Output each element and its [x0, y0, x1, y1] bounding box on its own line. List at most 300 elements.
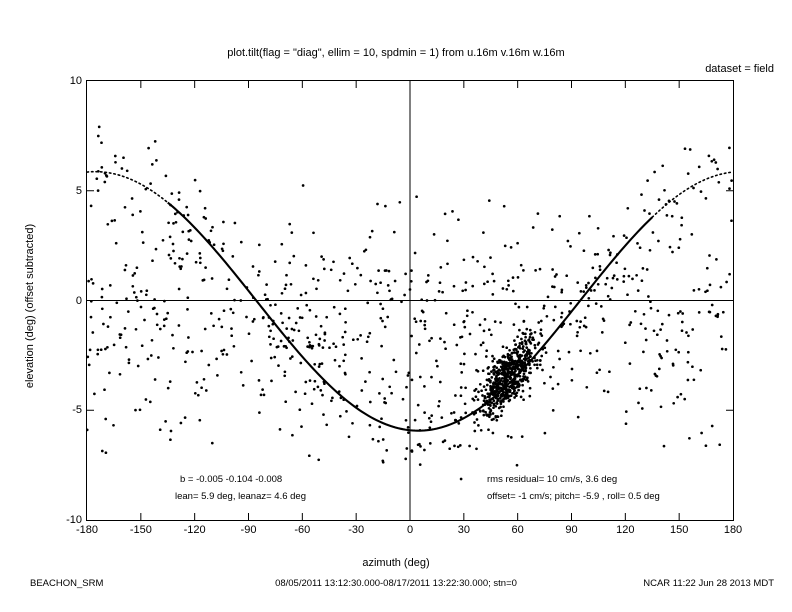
data-point: [504, 356, 507, 359]
data-point: [720, 335, 723, 338]
y-axis-tick-labels: [30, 75, 82, 526]
data-point: [308, 346, 311, 349]
data-point: [314, 380, 317, 383]
data-point: [120, 333, 123, 336]
data-point: [496, 402, 499, 405]
data-point: [157, 356, 160, 359]
data-point: [196, 381, 199, 384]
data-point: [126, 169, 129, 172]
data-point: [716, 168, 719, 171]
data-point: [194, 392, 197, 395]
data-point: [178, 265, 181, 268]
data-point: [654, 373, 657, 376]
data-point: [493, 365, 496, 368]
data-point: [381, 378, 384, 381]
data-point: [186, 296, 189, 299]
data-point: [578, 232, 581, 235]
data-point: [293, 329, 296, 332]
data-point: [230, 334, 233, 337]
data-point: [266, 298, 269, 301]
data-point: [114, 161, 117, 164]
data-point: [430, 420, 433, 423]
data-point: [439, 337, 442, 340]
data-point: [113, 344, 116, 347]
data-point: [115, 301, 118, 304]
data-point: [383, 401, 386, 404]
data-point: [87, 429, 89, 432]
data-point: [698, 288, 701, 291]
data-point: [100, 141, 103, 144]
data-point: [507, 394, 510, 397]
data-point: [666, 214, 669, 217]
data-point: [320, 325, 323, 328]
data-point: [661, 164, 664, 167]
data-point: [152, 307, 155, 310]
x-tick-label: -90: [240, 524, 257, 536]
data-point: [344, 331, 347, 334]
data-point: [554, 306, 557, 309]
data-point: [360, 389, 363, 392]
data-point: [344, 321, 347, 324]
fit-curve-dotted-left: [87, 172, 168, 203]
data-point: [684, 147, 687, 150]
data-point: [484, 318, 487, 321]
data-point: [430, 337, 433, 340]
data-point: [674, 348, 677, 351]
data-point: [604, 283, 607, 286]
data-point: [212, 324, 215, 327]
data-point: [90, 205, 93, 208]
data-point: [511, 386, 514, 389]
data-point: [390, 298, 393, 301]
data-point: [216, 374, 219, 377]
data-point: [543, 382, 546, 385]
data-point: [87, 356, 89, 359]
data-point: [488, 199, 491, 202]
data-point: [529, 387, 532, 390]
data-point: [525, 343, 528, 346]
data-point: [507, 362, 510, 365]
data-point: [565, 274, 568, 277]
data-point: [128, 362, 131, 365]
data-point: [178, 198, 181, 201]
data-point: [419, 320, 422, 323]
data-point: [194, 179, 197, 182]
data-point: [625, 422, 628, 425]
data-point: [666, 339, 669, 342]
data-point: [407, 426, 410, 429]
data-point: [673, 200, 676, 203]
data-point: [276, 346, 279, 349]
data-point: [460, 394, 463, 397]
data-point: [613, 274, 616, 277]
data-point: [477, 391, 480, 394]
data-point: [313, 388, 316, 391]
data-point: [407, 374, 410, 377]
data-point: [502, 373, 505, 376]
data-point: [591, 267, 594, 270]
data-point: [294, 391, 297, 394]
data-point: [505, 376, 508, 379]
data-point: [688, 437, 691, 440]
data-point: [483, 385, 486, 388]
data-point: [277, 364, 280, 367]
data-point: [288, 223, 291, 226]
data-point: [288, 262, 291, 265]
data-point: [325, 423, 328, 426]
data-point: [151, 339, 154, 342]
data-point: [643, 313, 646, 316]
data-point: [312, 277, 315, 280]
data-point: [491, 293, 494, 296]
data-point: [516, 464, 519, 467]
data-point: [571, 368, 574, 371]
data-point: [112, 424, 115, 427]
data-point: [258, 244, 261, 247]
data-point: [269, 343, 272, 346]
data-point: [122, 156, 125, 159]
data-point: [257, 274, 260, 277]
y-tick-label: 10: [69, 75, 82, 87]
data-point: [450, 412, 453, 415]
x-tick-label: 120: [616, 524, 635, 536]
data-point: [111, 220, 114, 223]
data-point: [623, 275, 626, 278]
data-point: [204, 266, 207, 269]
data-point: [383, 397, 386, 400]
data-point: [490, 333, 493, 336]
data-point: [505, 346, 508, 349]
data-point: [223, 309, 226, 312]
data-point: [515, 348, 518, 351]
data-point: [428, 417, 431, 420]
data-point: [258, 270, 261, 273]
data-point: [155, 248, 158, 251]
data-point: [455, 344, 458, 347]
data-point: [500, 365, 503, 368]
data-point: [270, 357, 273, 360]
data-point: [568, 351, 571, 354]
data-point: [415, 195, 418, 198]
data-point: [308, 341, 311, 344]
data-point: [385, 449, 388, 452]
data-point: [522, 398, 525, 401]
data-point: [480, 429, 483, 432]
data-point: [267, 325, 270, 328]
data-point: [489, 256, 492, 259]
data-point: [395, 370, 398, 373]
data-point: [419, 376, 422, 379]
data-point: [199, 261, 202, 264]
data-point: [446, 239, 449, 242]
data-point: [398, 201, 401, 204]
y-tick-label: -10: [66, 514, 82, 526]
data-point: [369, 401, 372, 404]
data-point: [104, 418, 107, 421]
data-point: [210, 312, 213, 315]
data-point: [514, 364, 517, 367]
data-point: [483, 395, 486, 398]
data-point: [708, 311, 711, 314]
data-point: [569, 323, 572, 326]
data-point: [524, 339, 527, 342]
data-point: [252, 265, 255, 268]
data-point: [174, 262, 177, 265]
data-point: [603, 390, 606, 393]
data-point: [502, 345, 505, 348]
annotation-right-line2: offset= -1 cm/s; pitch= -5.9 , roll= 0.5 deg: [487, 491, 660, 502]
data-point: [513, 339, 516, 342]
data-point: [468, 445, 471, 448]
data-point: [151, 259, 154, 262]
data-point: [609, 251, 612, 254]
data-point: [656, 333, 659, 336]
data-point: [171, 334, 174, 337]
page-title: plot.tilt(flag = "diag", ellim = 10, spdmin = 1) from u.16m v.16m w.16m: [227, 47, 565, 59]
data-point: [320, 255, 323, 258]
data-point: [525, 346, 528, 349]
data-point: [628, 275, 631, 278]
data-point: [351, 262, 354, 265]
data-point: [502, 405, 505, 408]
data-point: [534, 331, 537, 334]
data-point: [186, 252, 189, 255]
data-point: [250, 360, 253, 363]
data-point: [491, 401, 494, 404]
data-point: [330, 268, 333, 271]
data-point: [315, 333, 318, 336]
data-point: [587, 305, 590, 308]
data-point: [522, 320, 525, 323]
data-point: [332, 342, 335, 345]
data-point: [498, 372, 501, 375]
data-point: [149, 401, 152, 404]
data-point: [482, 414, 485, 417]
data-point: [378, 426, 381, 429]
data-point: [473, 389, 476, 392]
data-point: [549, 376, 552, 379]
data-point: [172, 243, 175, 246]
data-point: [323, 268, 326, 271]
data-point: [583, 249, 586, 252]
data-point: [488, 328, 491, 331]
data-point: [436, 365, 439, 368]
data-point: [388, 289, 391, 292]
data-point: [492, 418, 495, 421]
data-point: [529, 329, 532, 332]
data-point: [262, 317, 265, 320]
data-point: [248, 332, 251, 335]
data-point: [492, 406, 495, 409]
data-point: [587, 297, 590, 300]
data-point: [718, 443, 721, 446]
data-point: [284, 400, 287, 403]
data-point: [711, 304, 714, 307]
data-point: [404, 273, 407, 276]
data-point: [359, 274, 362, 277]
data-point: [367, 335, 370, 338]
data-point: [640, 193, 643, 196]
data-point: [319, 389, 322, 392]
data-point: [616, 278, 619, 281]
data-point: [687, 351, 690, 354]
data-point: [506, 370, 509, 373]
data-point: [283, 374, 286, 377]
data-point: [711, 425, 714, 428]
data-point: [270, 380, 273, 383]
data-point: [411, 450, 414, 453]
data-point: [124, 327, 127, 330]
data-point: [172, 222, 175, 225]
data-point: [490, 370, 493, 373]
data-point: [725, 348, 728, 351]
data-point: [369, 280, 372, 283]
data-point: [578, 326, 581, 329]
data-point: [487, 428, 490, 431]
data-point: [413, 317, 416, 320]
data-point: [232, 311, 235, 314]
data-point: [499, 321, 502, 324]
data-point: [376, 291, 379, 294]
data-point: [582, 290, 585, 293]
x-tick-label: 0: [406, 524, 414, 536]
data-point: [518, 345, 521, 348]
data-point: [539, 268, 542, 271]
data-point: [516, 391, 519, 394]
data-point: [174, 213, 177, 216]
data-point: [302, 184, 305, 187]
data-point: [689, 148, 692, 151]
data-point: [609, 254, 612, 257]
data-point: [423, 324, 426, 327]
data-point: [513, 323, 516, 326]
data-point: [103, 181, 106, 184]
data-point: [222, 353, 225, 356]
data-point: [204, 328, 207, 331]
data-point: [411, 379, 414, 382]
data-point: [720, 286, 723, 289]
data-point: [488, 372, 491, 375]
data-point: [561, 289, 564, 292]
data-point: [393, 231, 396, 234]
data-point: [143, 319, 146, 322]
data-point: [494, 320, 497, 323]
data-point: [525, 328, 528, 331]
data-point: [529, 367, 532, 370]
data-point: [339, 415, 342, 418]
data-point: [483, 330, 486, 333]
data-point: [285, 274, 288, 277]
data-point: [231, 255, 234, 258]
data-point: [114, 155, 117, 158]
data-point: [187, 336, 190, 339]
data-point: [155, 159, 158, 162]
data-point: [522, 269, 525, 272]
data-point: [657, 240, 660, 243]
data-point: [496, 415, 499, 418]
data-point: [211, 442, 214, 445]
data-point: [607, 249, 610, 252]
data-point: [107, 325, 110, 328]
data-point: [479, 383, 482, 386]
x-tick-label: 180: [723, 524, 743, 536]
data-point: [229, 308, 232, 311]
data-point: [443, 341, 446, 344]
data-point: [521, 341, 524, 344]
data-point: [154, 140, 157, 143]
footer-left: BEACHON_SRM: [30, 578, 104, 589]
data-point: [441, 291, 444, 294]
data-point: [547, 296, 550, 299]
data-point: [511, 367, 514, 370]
data-point: [539, 363, 542, 366]
data-point: [429, 442, 432, 445]
data-point: [115, 242, 118, 245]
data-point: [178, 288, 181, 291]
data-point: [213, 243, 216, 246]
data-point: [379, 303, 382, 306]
data-point: [234, 222, 237, 225]
data-point: [226, 287, 229, 290]
data-point: [240, 371, 243, 374]
data-point: [507, 364, 510, 367]
data-point: [453, 445, 456, 448]
data-point: [597, 283, 600, 286]
data-point: [321, 362, 324, 365]
data-point: [672, 364, 675, 367]
data-point: [532, 226, 535, 229]
data-point: [481, 394, 484, 397]
data-point: [170, 192, 173, 195]
data-point: [119, 336, 122, 339]
data-point: [101, 288, 104, 291]
data-point: [475, 369, 478, 372]
data-point: [159, 428, 162, 431]
data-point: [661, 323, 664, 326]
data-point: [191, 351, 194, 354]
data-point: [512, 276, 515, 279]
data-point: [169, 236, 172, 239]
data-point: [584, 316, 587, 319]
data-point: [536, 359, 539, 362]
data-point: [485, 355, 488, 358]
data-point: [269, 329, 272, 332]
data-point: [542, 307, 545, 310]
data-point: [516, 242, 519, 245]
data-point: [168, 254, 171, 257]
data-point: [607, 391, 610, 394]
data-point: [354, 283, 357, 286]
data-point: [132, 274, 135, 277]
data-point: [101, 307, 104, 310]
data-point: [658, 353, 661, 356]
data-point: [131, 214, 134, 217]
data-point: [551, 228, 554, 231]
data-point: [485, 388, 488, 391]
data-point: [459, 444, 462, 447]
data-point: [317, 279, 320, 282]
data-point: [189, 229, 192, 232]
plot-canvas: [87, 81, 733, 520]
data-point: [528, 338, 531, 341]
data-point: [222, 221, 225, 224]
data-point: [517, 368, 520, 371]
data-point: [377, 269, 380, 272]
data-point: [453, 411, 456, 414]
data-point: [710, 160, 713, 163]
data-point: [510, 394, 513, 397]
data-point: [172, 250, 175, 253]
